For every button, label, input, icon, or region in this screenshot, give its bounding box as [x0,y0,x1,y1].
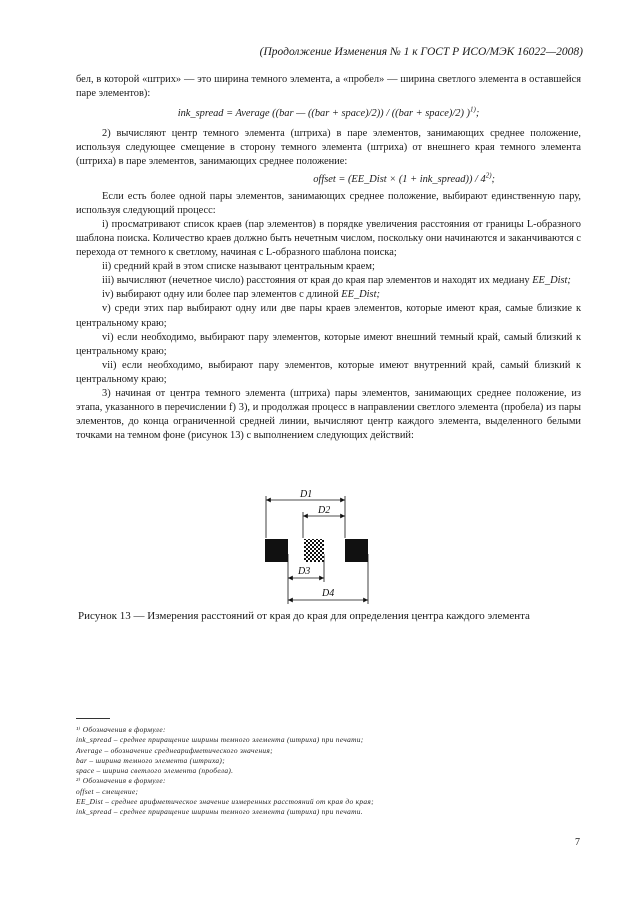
list-item-iii-term: EE_Dist; [532,275,571,287]
footnotes [76,725,374,818]
figure-caption: Рисунок 13 — Измерения расстояний от края до края для определения центра каждого элемента [78,610,530,622]
dark-module-right [345,539,368,562]
footnote-line: space – ширина светлого элемента (пробела). [76,766,234,776]
footnote-line: ink_spread – среднее приращение ширины темного элемента (штриха) при печати; [76,735,364,745]
dark-module-left [265,539,288,562]
formula-offset-text: offset = (EE_Dist × (1 + ink_spread)) / 4 [313,173,486,185]
list-item-ii: ii) средний край в этом списке называют центральным краем; [102,261,375,273]
footnote-ref-1: 1) [469,105,476,114]
dotted-module-center [304,539,324,562]
list-item-iii-text: iii) вычисляют (нечетное число) расстояния от края до края пар элементов и находят их медиану [102,275,533,287]
footnote-line: bar – ширина темного элемента (штриха); [76,755,225,765]
list-item-vi: vi) если необходимо, выбирают пару элементов, которые имеют внешний темный край, самый близкий к центральному краю; [76,331,581,357]
paragraph-multiple-pairs: Если есть более одной пары элементов, занимающих среднее положение, выбирают единственную пару, используя следующий процесс: [76,190,581,216]
list-item-iv-text: iv) выбирают одну или более пар элементов с длиной [102,289,342,301]
paragraph-step-3: 3) начиная от центра темного элемента (штриха) пары элементов, занимающих среднее положение, из этапа, указанного в перечислении f) 3), и продолжая процесс в направлении светлого элемента (пробела) из пары элементов, до конца ограниченной средней линии, вычисляют центр каждого элемента, выделенного белыми точками на темном фоне (рисунок 13) с выполнением следующих действий: [76,387,581,442]
footnote-line: offset – смещение; [76,786,139,796]
footnote-line: ²⁾ Обозначения в формуле: [76,776,166,786]
page-number: 7 [575,837,580,848]
formula-ink-spread [76,107,581,121]
list-item-v: v) среди этих пар выбирают одну или две пары краев элементов, которые имеют края, самые близкие к центральному краю; [76,303,581,329]
label-d1: D1 [300,489,313,500]
footnote-ref-2: 2) [485,171,492,180]
label-d4: D4 [322,588,335,599]
formula-offset [76,173,495,187]
figure-13-diagram [258,488,378,608]
list-item-vii: vii) если необходимо, выбирают пару элементов, которые имеют внутренний край, самый близкий к центральному краю; [76,359,581,385]
paragraph-intro: бел, в которой «штрих» — это ширина темного элемента, а «пробел» — ширина светлого элемента в оставшейся паре элементов): [76,74,581,100]
formula-ink-spread-text: ink_spread = Average ((bar — ((bar + space)/2)) / ((bar + space)/2) ) [177,108,470,120]
paragraph-step-2: 2) вычисляют центр темного элемента (штриха) в паре элементов, занимающих среднее положение, используя следующее смещение в сторону темного элемента (штриха) от внешнего края темного элемента (штриха) в паре элементов, занимающих среднее положение: [76,128,581,168]
list-item-i: i) просматривают список краев (пар элементов) в порядке увеличения расстояния от границы L-образного шаблона поиска. Количество краев должно быть нечетным числом, поскольку они начинаются и заканчиваются с перехода от темного к светлому, начиная с L-образного шаблона поиска; [76,218,581,259]
list-item-iv-term: EE_Dist; [341,289,380,301]
list-item-iii [76,274,581,288]
footnote-line: ink_spread – среднее приращение ширины темного элемента (штриха) при печати. [76,807,363,817]
formula-ink-spread-end: ; [475,108,480,120]
label-d3: D3 [298,566,311,577]
footnote-line: Average – обозначение среднеарифметического значения; [76,745,273,755]
label-d2: D2 [318,505,331,516]
footnote-line: ¹⁾ Обозначения в формуле: [76,725,166,734]
list-item-iv [76,288,581,302]
footnote-divider [76,718,110,719]
body-text [76,73,581,443]
footnote-line: EE_Dist – среднее арифметическое значение измеренных расстояний от края до края; [76,797,374,807]
formula-offset-end: ; [491,173,495,185]
running-header: (Продолжение Изменения № 1 к ГОСТ Р ИСО/МЭК 16022—2008) [259,46,583,58]
